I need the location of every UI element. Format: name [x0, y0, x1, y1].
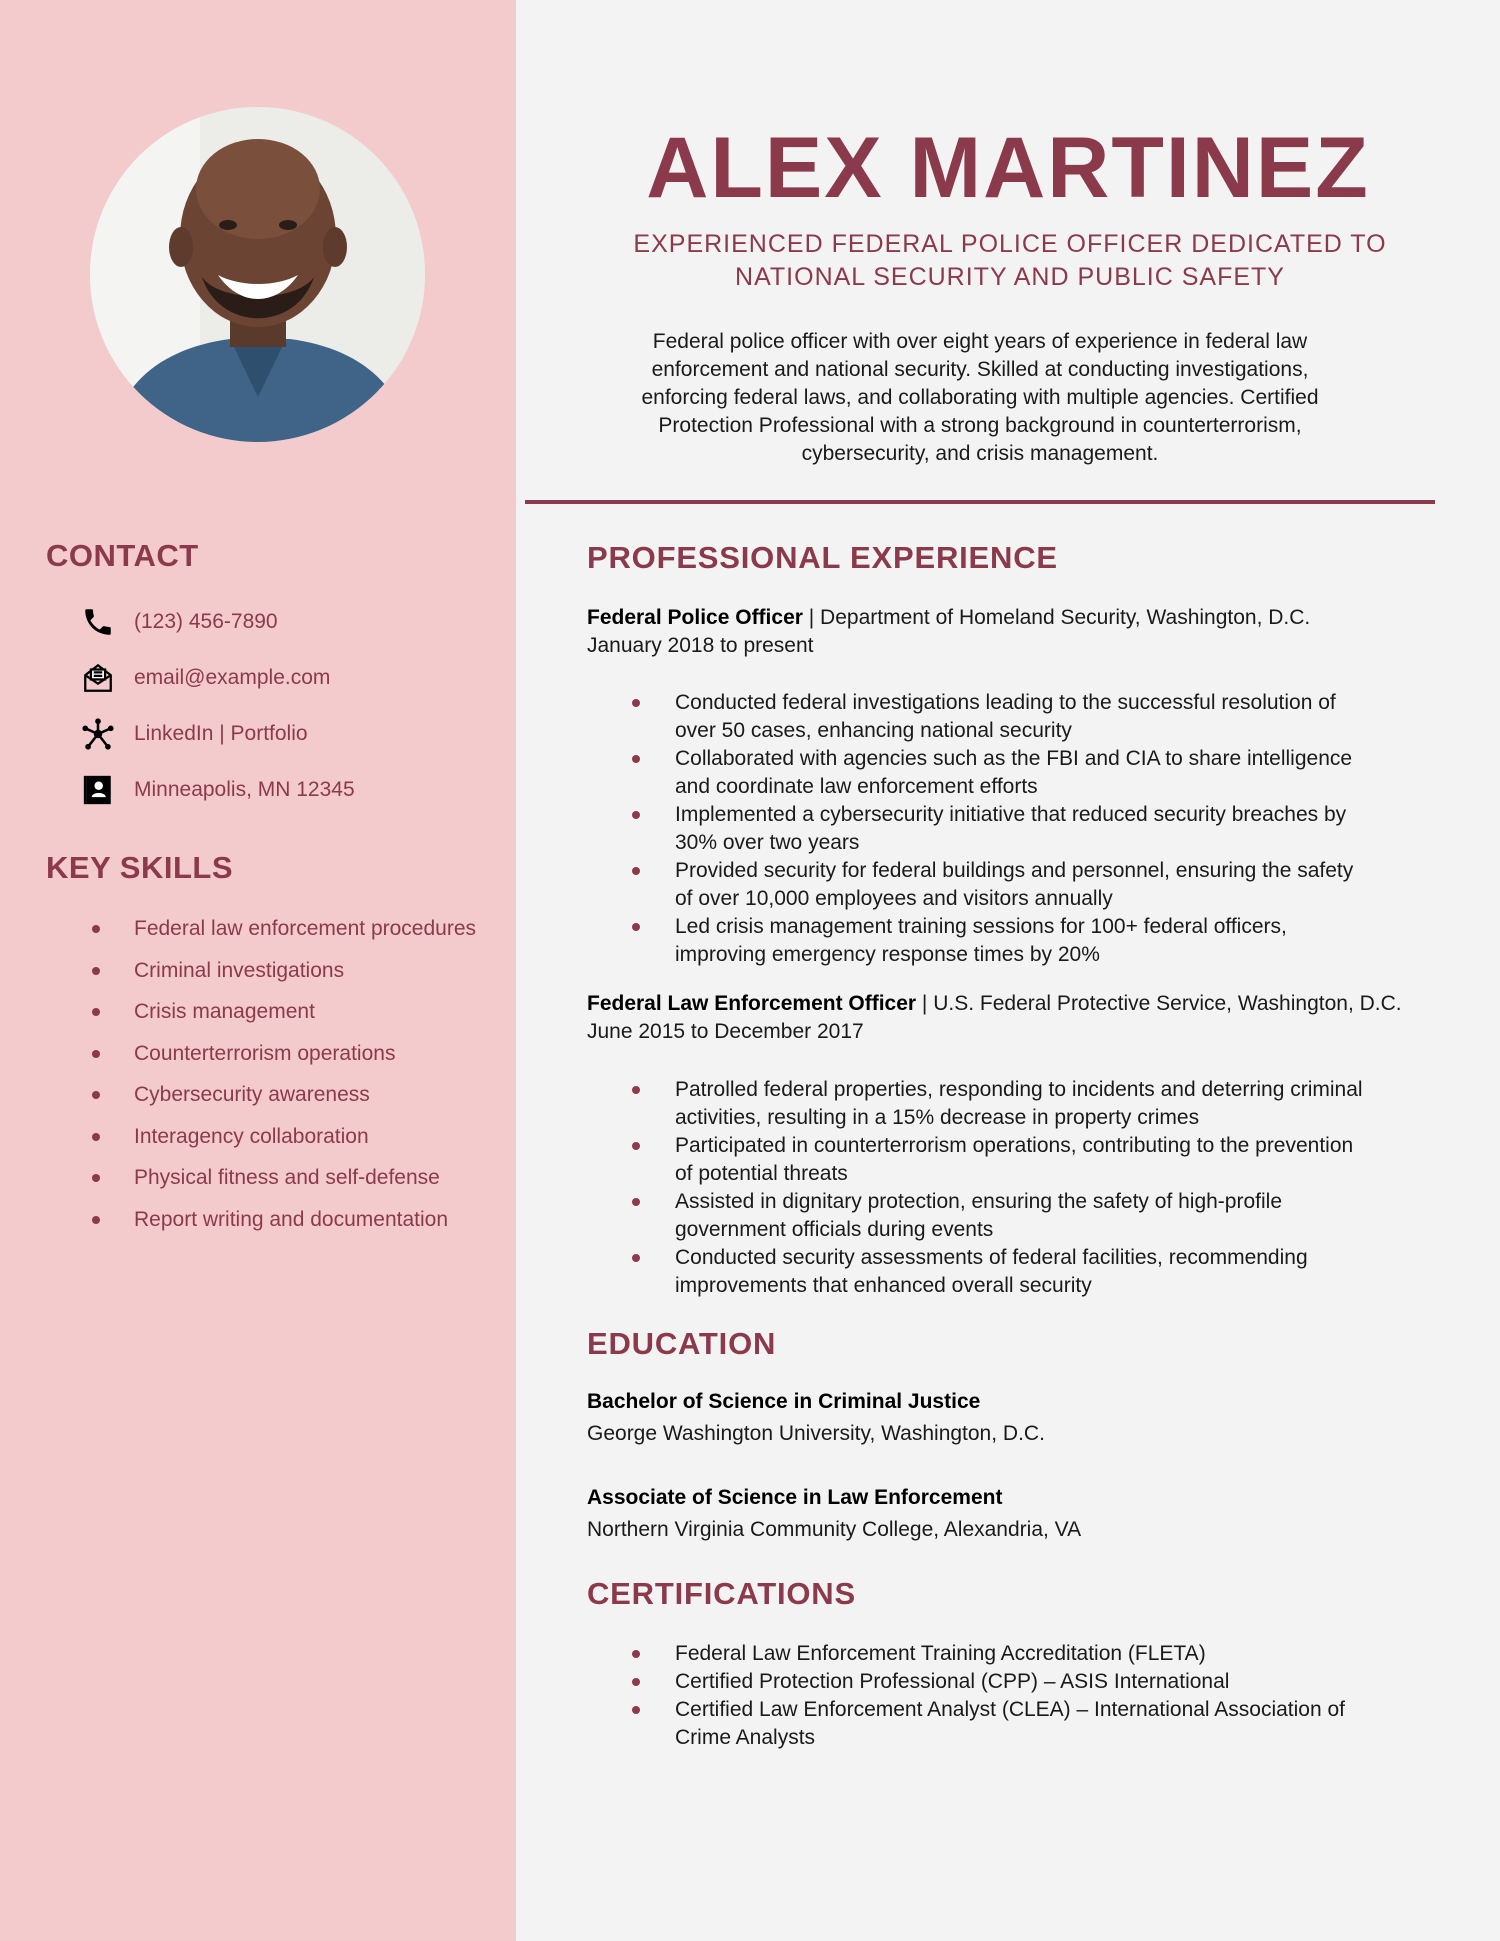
- skill-item: Criminal investigations: [90, 950, 490, 992]
- email-text[interactable]: email@example.com: [134, 666, 331, 689]
- job-employer: | Department of Homeland Security, Washington, D.C.: [802, 606, 1311, 629]
- certification-item: Certified Protection Professional (CPP) – ASIS International: [675, 1668, 1375, 1696]
- location-text: Minneapolis, MN 12345: [134, 778, 355, 801]
- network-icon: [78, 714, 118, 754]
- education-degree: Bachelor of Science in Criminal Justice: [587, 1390, 981, 1413]
- contact-location: [78, 762, 355, 818]
- tagline: EXPERIENCED FEDERAL POLICE OFFICER DEDICATED TO NATIONAL SECURITY AND PUBLIC SAFETY: [633, 230, 1387, 291]
- phone-text[interactable]: (123) 456-7890: [134, 610, 278, 633]
- profile-photo: [90, 107, 425, 442]
- sidebar: [0, 0, 516, 1941]
- job-bullet: Collaborated with agencies such as the FBI and CIA to share intelligence and coordinate law enforcement efforts: [675, 745, 1375, 801]
- header-divider: [525, 500, 1435, 504]
- contact-heading: CONTACT: [46, 538, 199, 573]
- job-bullet: Conducted security assessments of federal facilities, recommending improvements that enhanced overall security: [675, 1244, 1375, 1300]
- job-title: Federal Law Enforcement Officer: [587, 992, 917, 1015]
- job-bullet: Patrolled federal properties, responding to incidents and deterring criminal activities, resulting in a 15% decrease in property crimes: [675, 1076, 1375, 1132]
- job-bullets: [675, 1076, 1375, 1300]
- education-school: Northern Virginia Community College, Alexandria, VA: [587, 1518, 1082, 1541]
- job-bullets: [675, 689, 1375, 969]
- certification-item: Certified Law Enforcement Analyst (CLEA) – International Association of Crime Analysts: [675, 1696, 1375, 1752]
- certification-item: Federal Law Enforcement Training Accreditation (FLETA): [675, 1640, 1375, 1668]
- job-header: [587, 604, 1467, 632]
- candidate-name: ALEX MARTINEZ: [646, 120, 1370, 216]
- skills-list: [90, 908, 490, 1240]
- education-heading: EDUCATION: [587, 1326, 777, 1361]
- job-title: Federal Police Officer: [587, 606, 803, 629]
- skill-item: Physical fitness and self-defense: [90, 1157, 490, 1199]
- experience-heading: PROFESSIONAL EXPERIENCE: [587, 540, 1058, 575]
- contact-links: [78, 706, 355, 762]
- skill-item: Report writing and documentation: [90, 1199, 490, 1241]
- job-bullet: Participated in counterterrorism operations, contributing to the prevention of potential threats: [675, 1132, 1375, 1188]
- job-bullet: Assisted in dignitary protection, ensuring the safety of high-profile government officials during events: [675, 1188, 1375, 1244]
- skill-item: Cybersecurity awareness: [90, 1074, 490, 1116]
- job-bullet: Provided security for federal buildings and personnel, ensuring the safety of over 10,000 employees and visitors annually: [675, 857, 1375, 913]
- phone-icon: [78, 602, 118, 642]
- job-bullet: Implemented a cybersecurity initiative that reduced security breaches by 30% over two years: [675, 801, 1375, 857]
- skill-item: Federal law enforcement procedures: [90, 908, 490, 950]
- job-dates: June 2015 to December 2017: [587, 1020, 864, 1043]
- skill-item: Counterterrorism operations: [90, 1033, 490, 1075]
- contact-list: [78, 594, 355, 818]
- education-school: George Washington University, Washington, D.C.: [587, 1422, 1045, 1445]
- summary: Federal police officer with over eight years of experience in federal law enforcement and national security. Skilled at conducting investigations, enforcing federal laws, and collaborating with multiple agencies. Certified Protection Professional with a strong background in counterterrorism, cybersecurity, and crisis management.: [641, 330, 1319, 465]
- links-text[interactable]: LinkedIn | Portfolio: [134, 722, 308, 745]
- skills-heading: KEY SKILLS: [46, 850, 234, 885]
- job-bullet: Led crisis management training sessions for 100+ federal officers, improving emergency response times by 20%: [675, 913, 1375, 969]
- job-header: [587, 990, 1467, 1018]
- contact-email: [78, 650, 355, 706]
- envelope-icon: [78, 658, 118, 698]
- certifications-list: [675, 1640, 1375, 1752]
- contact-phone: [78, 594, 355, 650]
- skill-item: Interagency collaboration: [90, 1116, 490, 1158]
- skill-item: Crisis management: [90, 991, 490, 1033]
- contact-card-icon: [78, 770, 118, 810]
- job-employer: | U.S. Federal Protective Service, Washington, D.C.: [916, 992, 1402, 1015]
- education-degree: Associate of Science in Law Enforcement: [587, 1486, 1003, 1509]
- job-dates: January 2018 to present: [587, 634, 814, 657]
- job-bullet: Conducted federal investigations leading to the successful resolution of over 50 cases, enhancing national security: [675, 689, 1375, 745]
- certifications-heading: CERTIFICATIONS: [587, 1576, 856, 1611]
